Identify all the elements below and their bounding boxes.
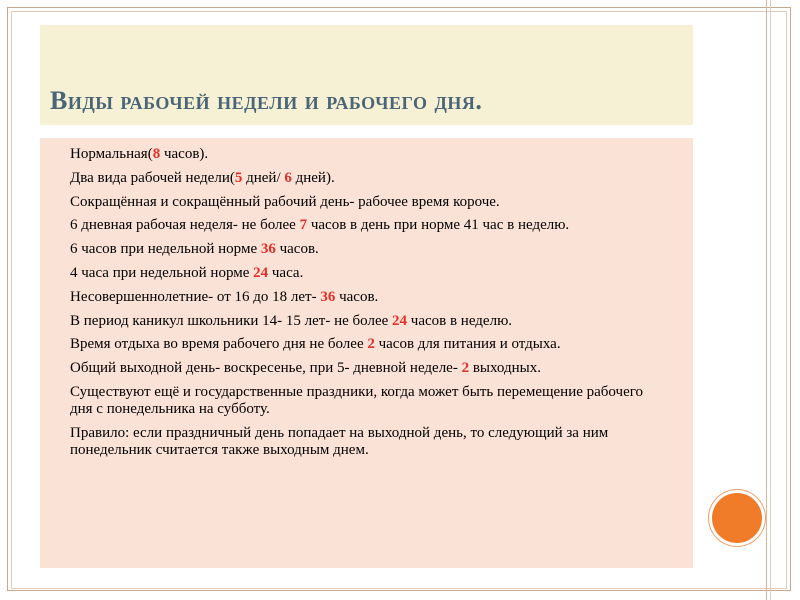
bullet-square-icon: [48, 363, 57, 373]
bullet-text: часа.: [268, 264, 304, 281]
bullet-text: Существуют ещё и государственные праздники, когда может быть перемещение рабочего дня с понедельника на субботу.: [70, 383, 644, 417]
bullet-item: [46, 336, 656, 353]
bullet-text: 4 часа при недельной норме: [70, 264, 254, 281]
bullet-text: Время отдыха во время рабочего дня не более: [70, 336, 368, 353]
bullet-square-icon: [48, 387, 57, 397]
bullet-item: [46, 170, 656, 187]
bullet-text: часов для питания и отдыха.: [374, 336, 561, 353]
highlighted-number: 8: [152, 146, 161, 162]
bullet-item: [46, 360, 656, 377]
bullet-item: [46, 265, 656, 282]
bullet-item: [46, 217, 656, 234]
bullet-item: [46, 313, 656, 330]
bullet-list: [46, 146, 656, 466]
bullet-text: часов.: [335, 288, 379, 305]
bullet-text: часов.: [275, 241, 319, 258]
highlighted-number: 24: [392, 312, 408, 329]
bullet-text: 6 дневная рабочая неделя- не более: [70, 217, 300, 234]
bullet-text: Правило: если праздничный день попадает на выходной день, то следующий за ним понедельник считается также выходным днем.: [70, 424, 609, 458]
bullet-square-icon: [48, 149, 57, 159]
highlighted-number: 7: [299, 217, 308, 234]
bullet-text: часов).: [160, 146, 209, 162]
highlighted-number: 2: [461, 360, 470, 377]
bullet-text: 6 часов при недельной норме: [70, 241, 261, 258]
bullet-item: [46, 425, 656, 459]
bullet-square-icon: [48, 316, 57, 326]
bullet-text: часов в день при норме 41 час в неделю.: [307, 217, 570, 234]
highlighted-number: 36: [320, 288, 336, 305]
bullet-text: Нормальная(: [70, 146, 153, 162]
bullet-text: дней).: [291, 169, 335, 186]
bullet-text: Общий выходной день- воскресенье, при 5- дневной неделе-: [70, 360, 462, 377]
bullet-item: [46, 194, 656, 211]
bullet-item: [46, 241, 656, 258]
bullet-item: [46, 289, 656, 306]
bullet-square-icon: [48, 292, 57, 302]
bullet-text: Два вида рабочей недели(: [70, 169, 235, 186]
highlighted-number: 2: [367, 336, 375, 353]
bullet-item: [46, 384, 656, 418]
bullet-text: часов в неделю.: [407, 312, 513, 329]
highlighted-number: 24: [253, 264, 269, 281]
right-decorative-rule: [766, 0, 767, 600]
decorative-orange-circle: [712, 493, 762, 543]
bullet-text: Несовершеннолетние- от 16 до 18 лет-: [70, 288, 321, 305]
bullet-item: [46, 146, 656, 163]
bullet-text: Сокращённая и сокращённый рабочий день- рабочее время короче.: [70, 193, 500, 210]
bullet-square-icon: [48, 268, 57, 278]
bullet-square-icon: [48, 339, 57, 349]
bullet-text: выходных.: [469, 360, 541, 377]
slide-title: Виды рабочей недели и рабочего дня.: [50, 86, 483, 115]
bullet-square-icon: [48, 220, 57, 230]
bullet-square-icon: [48, 428, 57, 438]
bullet-square-icon: [48, 244, 57, 254]
right-decorative-rule-secondary: [770, 0, 771, 600]
highlighted-number: 6: [284, 169, 292, 186]
bullet-text: В период каникул школьники 14- 15 лет- не более: [70, 312, 393, 329]
bullet-square-icon: [48, 173, 57, 183]
highlighted-number: 36: [260, 241, 276, 258]
bullet-text: дней/: [242, 169, 285, 186]
highlighted-number: 5: [234, 169, 243, 186]
bullet-square-icon: [48, 197, 57, 207]
